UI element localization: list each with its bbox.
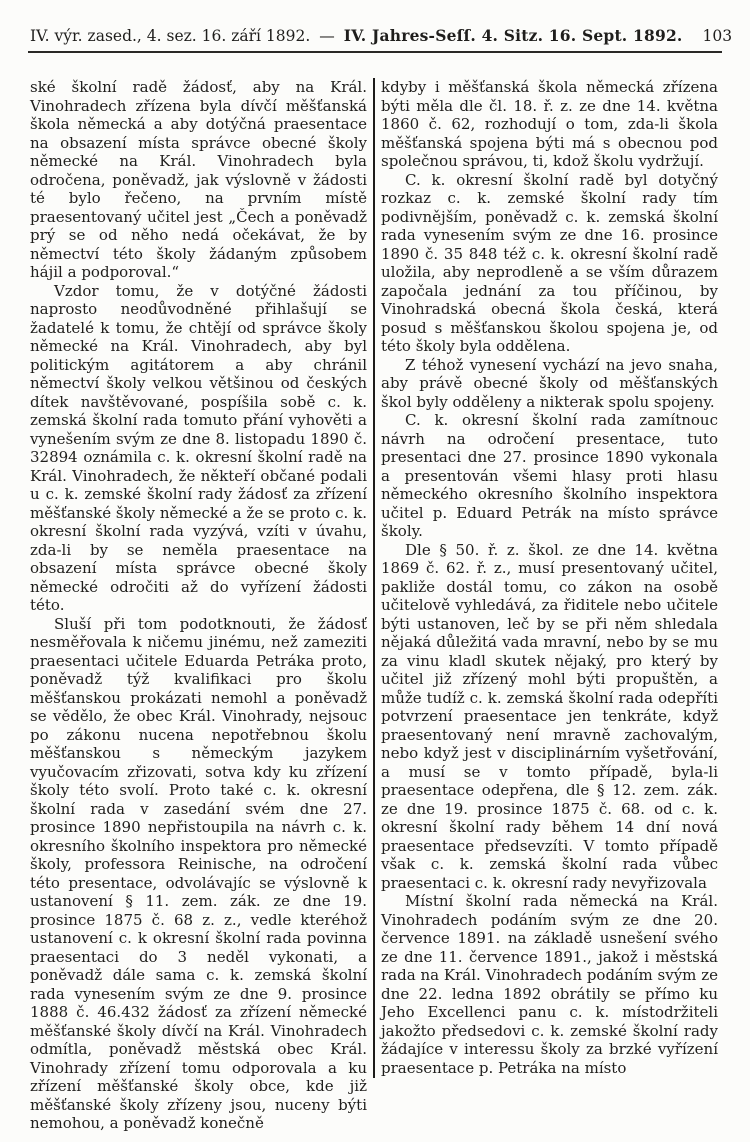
running-head: [30, 26, 733, 45]
paragraph: C. k. okresní školní rada zamítnouc návrh na odročení presentace, tuto presentaci dne 27. prosince 1890 vykonala a presentován všemi hlasy proti hlasu německého okresního školního inspektora učitel p. Eduard Petrák na místo správce školy.: [381, 411, 718, 540]
paragraph: Z téhož vynesení vychází na jevo snaha, aby právě obecné školy od měšťanských škol byly odděleny a nikterak spolu spojeny.: [381, 355, 718, 411]
text-column-left: [30, 78, 367, 1133]
header-citation-czech: IV. výr. zased., 4. sez. 16. září 1892.: [30, 27, 311, 45]
header-citation: [30, 26, 683, 45]
paragraph: C. k. okresní školní radě byl dotyčný rozkaz c. k. zemské školní rady tím podivnějším, poněvadž c. k. zemská školní rada vynesením svým ze dne 16. prosince 1890 č. 35 848 též c. k. okresní školní radě uložila, aby neprodleně a se vším důrazem započala jednání za tou příčinou, by Vinohradská obecná škola česká, která posud s měšťanskou školou spojena je, od této školy byla oddělena.: [381, 170, 718, 355]
paragraph: ské školní radě žádosť, aby na Král. Vinohradech zřízena byla dívčí měšťanská škola německá a aby dotýčná praesentace na obsazení místa správce obecné školy německé na Král. Vinohradech byla odročena, poněvadž, jak výslovně v žádosti té bylo řečeno, na prvním místě praesentovaný učitel jest „Čech a poněvadž prý se od něho nedá očekávat, že by němectví této školy žádaným způsobem hájil a podporoval.“: [30, 78, 367, 281]
page-number: 103: [702, 27, 733, 45]
header-citation-german: IV. Jahres-Seſſ. 4. Sitz. 16. Sept. 1892.: [343, 26, 683, 45]
paragraph: Místní školní rada německá na Král. Vinohradech podáním svým ze dne 20. července 1891. na základě usnešení svého ze dne 11. července 1891., jakož i městská rada na Král. Vinohradech podáním svým ze dne 22. ledna 1892 obrátily se přímo ku Jeho Excellenci panu c. k. místodržiteli jakožto předsedovi c. k. zemské školní rady žádajíce v interessu školy za brzké vyřízení praesentace p. Petráka na místo: [381, 892, 718, 1077]
paragraph: Sluší při tom podotknouti, že žádosť nesměřovala k ničemu jinému, než zameziti praesentaci učitele Eduarda Petráka proto, poněvadž týž kvalifikaci pro školu měšťanskou prokázati nemohl a poněvadž se vědělo, že obec Král. Vinohrady, nejsouc po zákonu nucena nepotřebnou školu měšťanskou s německým jazykem vyučovacím zřizovati, sotva kdy ku zřízení školy této svolí. Proto také c. k. okresní školní rada v zasedání svém dne 27. prosince 1890 nepřistoupila na návrh c. k. okresního školního inspektora pro německé školy, professora Reinische, na odročení této presentace, odvolávajíc se výslovně k ustanovení § 11. zem. zák. ze dne 19. prosince 1875 č. 68 z. z., vedle kteréhož ustanovení c. k okresní školní rada povinna praesentaci do 3 neděl vykonati, a poněvadž dále sama c. k. zemská školní rada vynesením svým ze dne 9. prosince 1888 č. 46.432 žádosť za zřízení německé měšťanské školy dívčí na Král. Vinohradech odmítla, poněvadž městská obec Král. Vinohrady zřízení tomu odporovala a ku zřízení měšťanské školy obce, kde již měšťanské školy zřízeny jsou, nuceny býti nemohou, a poněvadž konečně: [30, 614, 367, 1132]
body-text: [30, 78, 720, 1133]
paragraph: Dle § 50. ř. z. škol. ze dne 14. května 1869 č. 62. ř. z., musí presentovaný učitel, pakliže dostál tomu, co zákon na osobě učitelově vyhledává, za řiditele nebo učitele býti ustanoven, leč by se při něm shledala nějaká důležitá vada mravní, nebo by se mu za vinu kladl skutek nějaký, pro který by učitel již zřízený mohl býti propuštěn, a může tudíž c. k. zemská školní rada odepříti potvrzení praesentace jen tenkráte, když praesentovaný není mravně zachovalým, nebo když jest v disciplinárním vyšetřování, a musí se v tomto případě, byla-li praesentace odepřena, dle § 12. zem. zák. ze dne 19. prosince 1875 č. 68. od c. k. okresní školní rady během 14 dní nová praesentace předsevzíti. V tomto případě však c. k. zemská školní rada vůbec praesentaci c. k. okresní rady nevyřizovala: [381, 540, 718, 892]
column-divider-rule: [373, 78, 375, 1078]
paragraph: kdyby i měšťanská škola německá zřízena býti měla dle čl. 18. ř. z. ze dne 14. května 1860 č. 62, rozhodují o tom, zda-li škola měšťanská spojena býti má s obecnou pod společnou správou, ti, kdož školu vydržují.: [381, 78, 718, 170]
text-column-right: [381, 78, 718, 1077]
paragraph: Vzdor tomu, že v dotýčné žádosti naprosto neodůvodněné přihlašují se žadatelé k tomu, že chtějí od správce školy německé na Král. Vinohradech, aby byl politickým agitátorem a aby chránil němectví školy velkou většinou od českých dítek navštěvované, pospíšila sobě c. k. zemská školní rada tomuto přání vyhověti a vynešením svým ze dne 8. listopadu 1890 č. 32894 oznámila c. k. okresní školní radě na Král. Vinohradech, že někteří občané podali u c. k. zemské školní rady žádosť za zřízení měšťanské školy německé a že se proto c. k. okresní školní rada vyzývá, vzíti v úvahu, zda-li by se neměla praesentace na obsazení místa správce obecné školy německé odročiti až do vyřízení žádosti této.: [30, 281, 367, 614]
header-rule: [28, 51, 722, 53]
header-separator: —: [319, 27, 335, 45]
